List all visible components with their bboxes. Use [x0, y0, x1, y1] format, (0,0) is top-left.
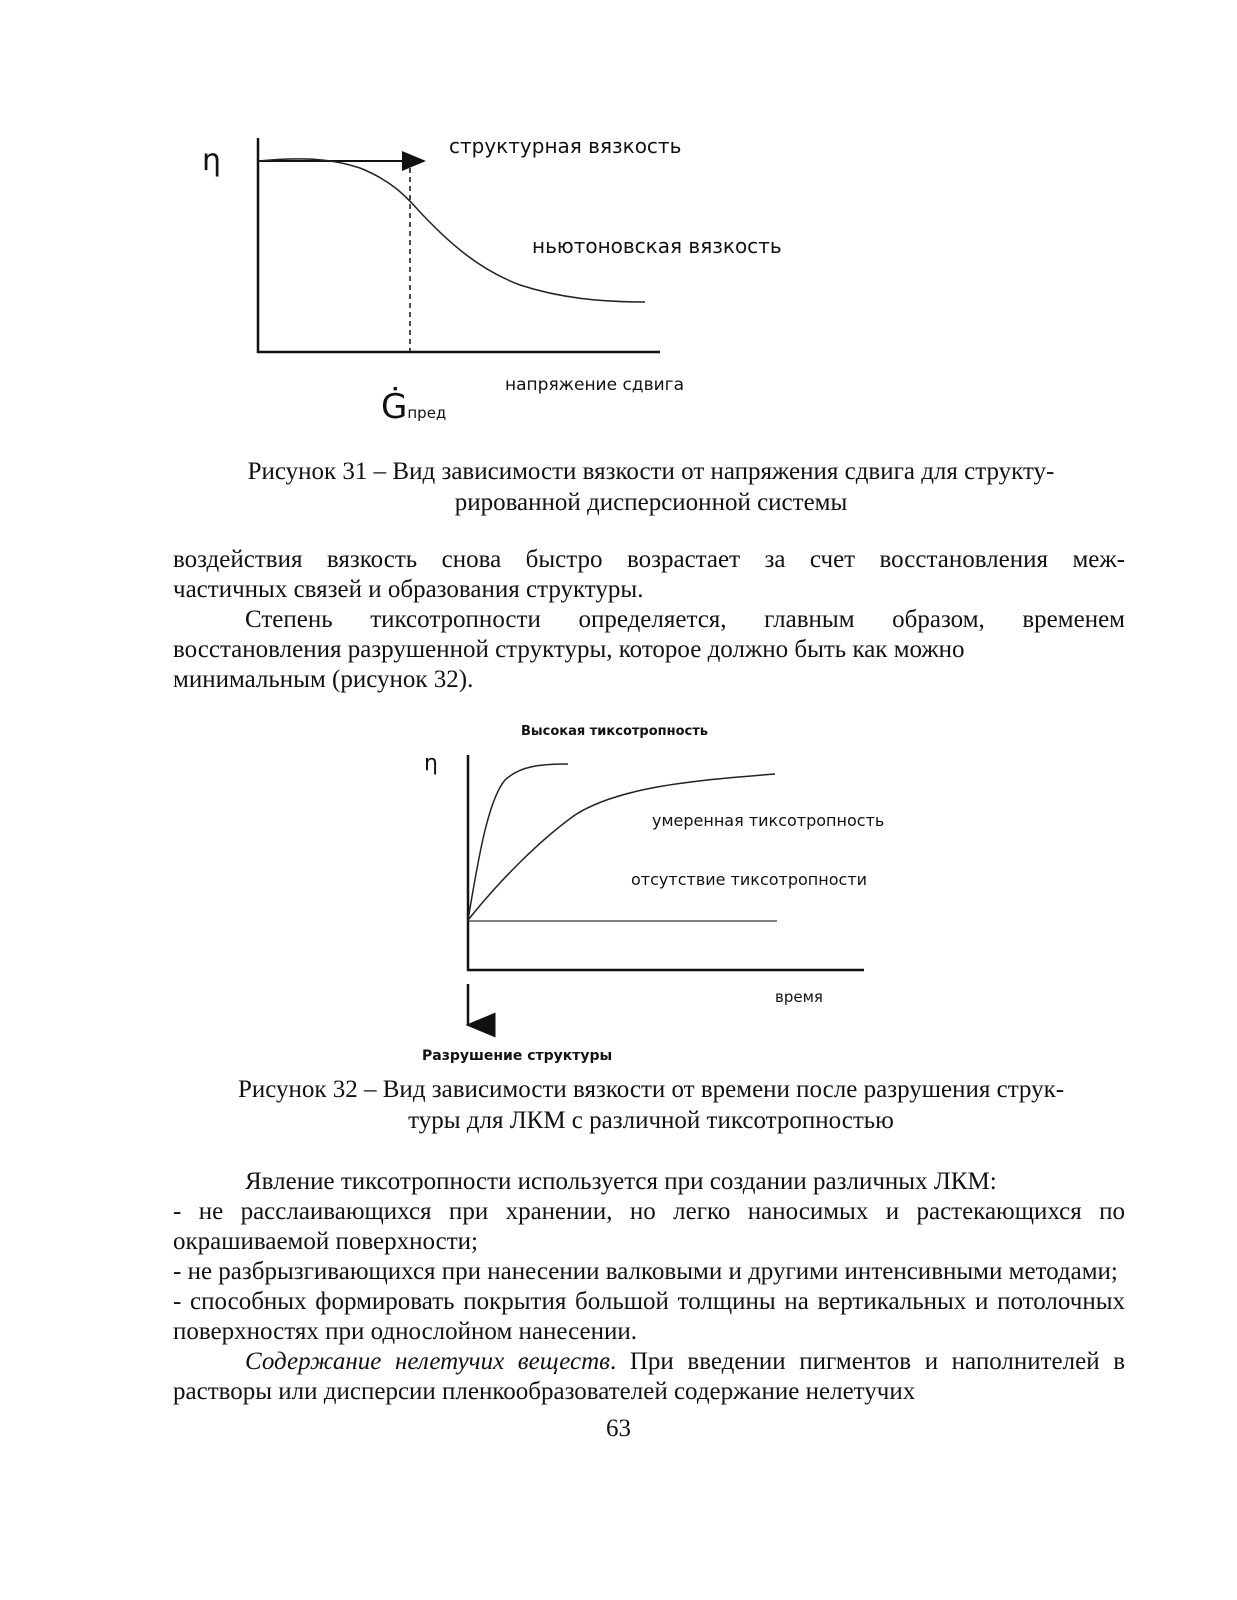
paragraph-line: восстановления разрушенной структуры, которое должно быть как можно — [173, 636, 965, 663]
list-item: - способных формировать покрытия большой толщины на вертикальных и потолочных поверхностях при однослойном нанесении. — [173, 1288, 1125, 1345]
moderate-thixotropy-curve — [468, 774, 775, 920]
eta-symbol: η — [424, 751, 438, 776]
eta-symbol: η — [202, 143, 222, 178]
italic-term: Содержание нелетучих веществ — [245, 1348, 611, 1375]
paragraph-line: Степень тиксотропности определяется, главным образом, временем — [245, 606, 1125, 633]
caption-line: Рисунок 32 – Вид зависимости вязкости от времени после разрушения струк- — [237, 1076, 1065, 1103]
figure-31-viscosity-vs-shear-stress — [0, 0, 1237, 430]
newtonian-viscosity-label: ньютоновская вязкость — [532, 234, 782, 258]
body-text-bottom — [173, 1167, 1125, 1407]
high-thixotropy-curve — [468, 764, 568, 920]
paragraph: Явление тиксотропности используется при создании различных ЛКМ: — [245, 1168, 997, 1195]
paragraph-line: минимальным (рисунок 32). — [173, 666, 474, 693]
yield-stress-symbol: Ġпред — [381, 387, 447, 427]
shear-stress-label: напряжение сдвига — [505, 375, 684, 395]
list-item: - не расслаивающихся при хранении, но легко наносимых и растекающихся по окрашиваемой поверхности; — [173, 1198, 1125, 1255]
paragraph-text: . При введении пигментов и наполнителей в растворы или дисперсии пленкообразователей содержание нелетучих — [173, 1348, 1125, 1405]
high-thixotropy-label: Высокая тиксотропность — [521, 724, 709, 739]
figure-31-caption — [172, 456, 1130, 518]
body-text-top — [173, 545, 1125, 695]
time-label: время — [775, 988, 823, 1006]
paragraph-line: воздействия вязкость снова быстро возрастает за счет восстановления меж- — [173, 546, 1125, 573]
list-item: - не разбрызгивающихся при нанесении валковыми и другими интенсивными методами; — [173, 1258, 1118, 1285]
structural-viscosity-label: структурная вязкость — [449, 134, 682, 158]
destruction-label: Разрушение структуры — [422, 1048, 613, 1064]
caption-line: туры для ЛКМ с различной тиксотропностью — [408, 1107, 894, 1134]
figure-32-caption — [172, 1074, 1130, 1136]
paragraph — [173, 1347, 1125, 1407]
caption-line: рированной дисперсионной системы — [454, 489, 848, 516]
viscosity-curve — [258, 159, 645, 302]
page-number: 63 — [606, 1415, 631, 1442]
caption-line: Рисунок 31 – Вид зависимости вязкости от напряжения сдвига для структу- — [247, 458, 1055, 485]
paragraph-line: частичных связей и образования структуры. — [173, 576, 644, 603]
no-thixotropy-label: отсутствие тиксотропности — [631, 870, 868, 889]
moderate-thixotropy-label: умеренная тиксотропность — [652, 811, 885, 830]
figure-32-viscosity-vs-time — [0, 710, 1237, 1070]
